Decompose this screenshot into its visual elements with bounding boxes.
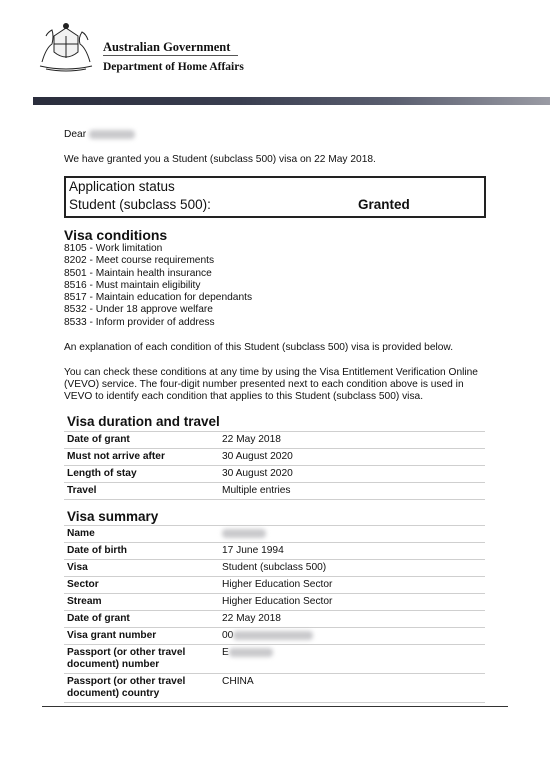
government-name: Australian Government [103, 40, 231, 54]
row-value: 30 August 2020 [219, 466, 485, 483]
condition-item: 8517 - Maintain education for dependants [64, 292, 253, 304]
row-label: Date of birth [64, 543, 219, 560]
conditions-list [64, 243, 252, 329]
row-value [219, 526, 485, 543]
row-value: 17 June 1994 [219, 543, 485, 560]
condition-item: 8501 - Maintain health insurance [64, 267, 212, 279]
row-value: 22 May 2018 [219, 432, 485, 449]
department-name: Department of Home Affairs [103, 61, 244, 73]
table-row [64, 645, 485, 674]
condition-item: 8516 - Must maintain eligibility [64, 279, 201, 291]
visa-conditions-title: Visa conditions [64, 227, 168, 243]
row-value [219, 645, 485, 674]
greeting-text: Dear [64, 129, 87, 140]
table-row [64, 628, 485, 645]
vevo-line-2: (VEVO) service. The four-digit number presented next to each condition above is used in [64, 379, 464, 390]
application-status-box [64, 176, 486, 218]
row-label: Stream [64, 594, 219, 611]
row-value: Higher Education Sector [219, 577, 485, 594]
redacted-name [222, 529, 266, 538]
row-label: Passport (or other travel document) country [64, 674, 219, 703]
row-value: 22 May 2018 [219, 611, 485, 628]
header-divider [103, 55, 238, 56]
row-value: Higher Education Sector [219, 594, 485, 611]
table-row [64, 449, 485, 466]
table-row [64, 594, 485, 611]
table-row [64, 483, 485, 500]
table-row [64, 543, 485, 560]
conditions-explanation: An explanation of each condition of this Student (subclass 500) visa is provided below. [64, 342, 454, 353]
duration-section-title: Visa duration and travel [67, 414, 220, 429]
row-label: Must not arrive after [64, 449, 219, 466]
row-value: CHINA [219, 674, 485, 703]
row-label: Visa grant number [64, 628, 219, 645]
status-title: Application status [69, 179, 175, 194]
grant-number-prefix: 00 [222, 630, 234, 641]
grant-intro: We have granted you a Student (subclass 500) visa on 22 May 2018. [64, 154, 376, 165]
table-row [64, 577, 485, 594]
table-row [64, 560, 485, 577]
row-label: Name [64, 526, 219, 543]
row-label: Travel [64, 483, 219, 500]
table-row [64, 611, 485, 628]
condition-item: 8202 - Meet course requirements [64, 255, 215, 267]
row-value: Multiple entries [219, 483, 485, 500]
summary-section-title: Visa summary [67, 509, 159, 524]
passport-number-prefix: E [222, 647, 229, 658]
row-label: Sector [64, 577, 219, 594]
vevo-line-1: You can check these conditions at any time by using the Visa Entitlement Verification Online [64, 367, 478, 378]
summary-table [64, 525, 485, 703]
redacted-name [89, 130, 135, 139]
row-label: Passport (or other travel document) number [64, 645, 219, 674]
condition-item: 8532 - Under 18 approve welfare [64, 304, 213, 316]
letterhead [0, 0, 550, 96]
row-value: 30 August 2020 [219, 449, 485, 466]
table-row [64, 432, 485, 449]
condition-item: 8533 - Inform provider of address [64, 316, 215, 328]
table-row [64, 526, 485, 543]
condition-item: 8105 - Work limitation [64, 243, 163, 254]
vevo-line-3: VEVO to identify each condition that applies to this Student (subclass 500) visa. [64, 391, 424, 402]
header-band [33, 97, 550, 105]
row-label: Date of grant [64, 432, 219, 449]
row-label: Date of grant [64, 611, 219, 628]
row-label: Length of stay [64, 466, 219, 483]
footer-divider [42, 706, 508, 707]
coat-of-arms-icon [36, 22, 96, 74]
duration-table [64, 431, 485, 500]
row-label: Visa [64, 560, 219, 577]
redacted-grant-number [233, 631, 313, 640]
table-row [64, 466, 485, 483]
row-value: Student (subclass 500) [219, 560, 485, 577]
redacted-passport-number [229, 648, 273, 657]
row-value [219, 628, 485, 645]
status-visa: Student (subclass 500): [69, 197, 211, 212]
status-value: Granted [358, 197, 410, 212]
table-row [64, 674, 485, 703]
greeting [64, 129, 135, 141]
